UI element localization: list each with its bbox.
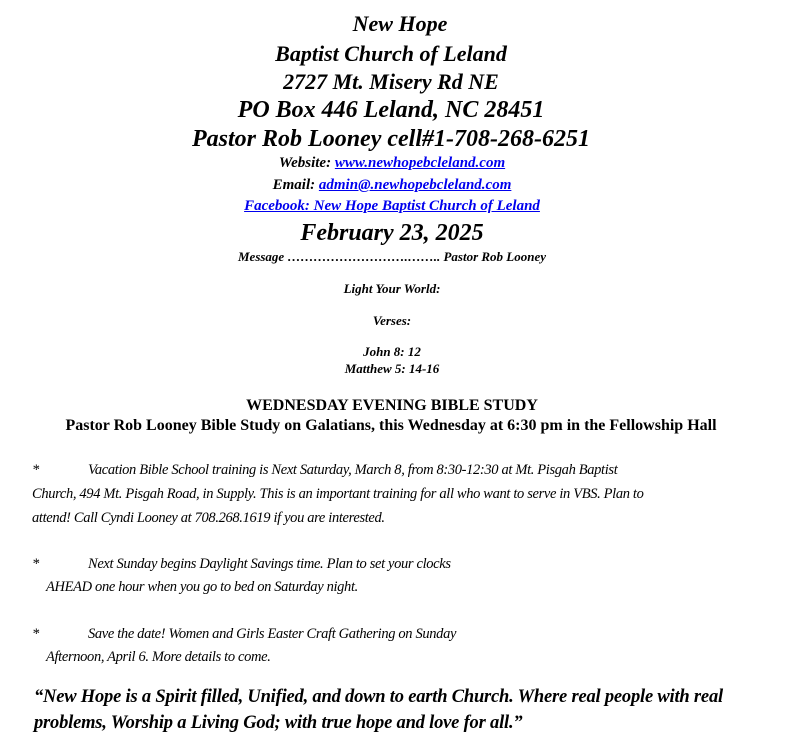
facebook-line: [0, 196, 784, 217]
website-line: [0, 153, 784, 174]
verse-john: John 8: 12: [363, 344, 421, 359]
bible-study-body: Pastor Rob Looney Bible Study on Galatians, this Wednesday at 6:30 pm in the Fellowship Hall: [65, 417, 717, 434]
verse-matthew: Matthew 5: 14-16: [344, 361, 440, 376]
mission-quote-line-1: “New Hope is a Spirit filled, Unified, and down to earth Church. Where real people with real: [34, 687, 723, 707]
announcement-3-bullet: *: [32, 626, 39, 642]
announcement-2-line-2: AHEAD one hour when you go to bed on Saturday night.: [46, 579, 358, 595]
announcement-1-bullet: *: [32, 462, 39, 478]
email-line: [0, 175, 784, 196]
announcement-1-line-2: Church, 494 Mt. Pisgah Road, in Supply. This is an important training for all who want to serve in VBS. Plan to: [32, 486, 644, 502]
announcement-3-line-1: Save the date! Women and Girls Easter Craft Gathering on Sunday: [88, 626, 457, 642]
sermon-title: Light Your World:: [343, 281, 441, 296]
email-link[interactable]: admin@.newhopebcleland.com: [318, 177, 512, 193]
email-label: Email:: [272, 177, 319, 193]
message-line: Message ……………………….…….. Pastor Rob Looney: [237, 249, 547, 264]
announcement-2-bullet: *: [32, 556, 39, 572]
church-name-line2: Baptist Church of Leland: [275, 41, 507, 66]
announcement-1-line-3: attend! Call Cyndi Looney at 708.268.1619 if you are interested.: [32, 510, 385, 526]
pastor-contact: Pastor Rob Looney cell#1-708-268-6251: [192, 126, 590, 152]
website-link[interactable]: www.newhopebcleland.com: [334, 155, 506, 171]
verses-label: Verses:: [372, 313, 412, 328]
website-label: Website:: [278, 155, 335, 171]
service-date: February 23, 2025: [300, 220, 484, 246]
church-po-box: PO Box 446 Leland, NC 28451: [237, 97, 545, 123]
facebook-link[interactable]: Facebook: New Hope Baptist Church of Leland: [244, 198, 540, 214]
mission-quote-line-2: problems, Worship a Living God; with true hope and love for all.”: [34, 713, 523, 733]
bible-study-title: WEDNESDAY EVENING BIBLE STUDY: [246, 397, 538, 414]
church-name-line1: New Hope: [352, 11, 448, 36]
announcement-1-line-1: Vacation Bible School training is Next Saturday, March 8, from 8:30-12:30 at Mt. Pisgah Baptist: [88, 462, 618, 478]
announcement-3-line-2: Afternoon, April 6. More details to come.: [46, 649, 271, 665]
announcement-2-line-1: Next Sunday begins Daylight Savings time. Plan to set your clocks: [88, 556, 451, 572]
church-street-address: 2727 Mt. Misery Rd NE: [283, 69, 499, 94]
